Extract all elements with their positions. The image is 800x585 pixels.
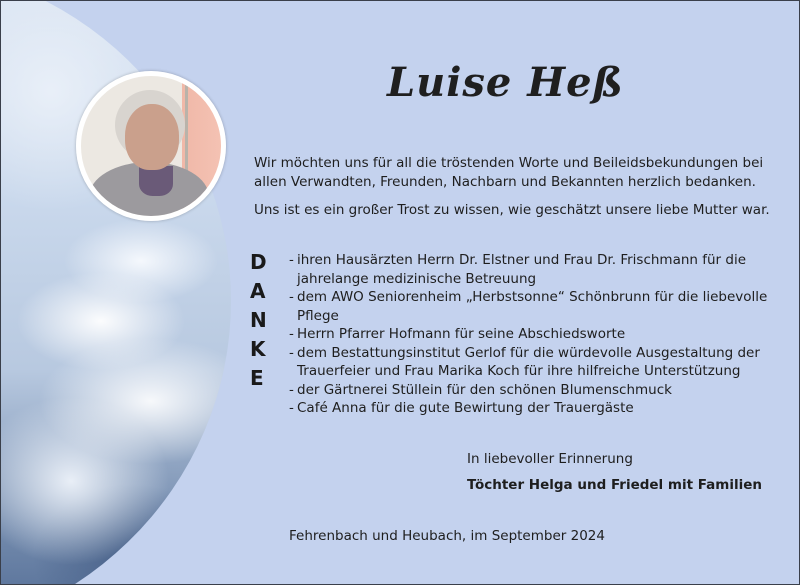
danke-letter: K bbox=[250, 337, 266, 361]
thanks-item bbox=[289, 251, 789, 288]
thanks-item-text: dem AWO Seniorenheim „Herbstsonne“ Schönbrunn für die liebevolle Pflege bbox=[297, 289, 768, 324]
deceased-name: Luise Heß bbox=[387, 59, 624, 106]
thanks-item bbox=[289, 344, 789, 381]
dash-mark: - bbox=[289, 252, 294, 268]
thanks-item-text: Café Anna für die gute Bewirtung der Trauergäste bbox=[297, 400, 634, 416]
intro-text: Wir möchten uns für all die tröstenden Worte und Beileidsbekundungen bei allen Verwandten, Freunden, Nachbarn und Bekannten herzlich bedanken. bbox=[254, 155, 764, 190]
thanks-item-text: dem Bestattungsinstitut Gerlof für die würdevolle Ausgestaltung der Trauerfeier und Frau Marika Koch für ihre hilfreiche Unterstützung bbox=[297, 344, 760, 379]
danke-letter: D bbox=[250, 250, 267, 274]
place-date: Fehrenbach und Heubach, im September 2024 bbox=[289, 528, 605, 544]
portrait-photo bbox=[76, 71, 226, 221]
danke-letter: E bbox=[250, 366, 264, 390]
dash-mark: - bbox=[289, 289, 294, 305]
statement-text: Uns ist es ein großer Trost zu wissen, wie geschätzt unsere liebe Mutter war. bbox=[254, 202, 770, 218]
thanks-item-text: ihren Hausärzten Herrn Dr. Elstner und Frau Dr. Frischmann für die jahrelange medizinische Betreuung bbox=[297, 252, 747, 287]
thanks-item bbox=[289, 325, 789, 344]
closing-line: In liebevoller Erinnerung bbox=[467, 451, 633, 467]
signers: Töchter Helga und Friedel mit Familien bbox=[467, 477, 762, 493]
thanks-item-text: Herrn Pfarrer Hofmann für seine Abschiedsworte bbox=[297, 326, 626, 342]
thanks-item bbox=[289, 288, 789, 325]
thanks-item-text: der Gärtnerei Stüllein für den schönen Blumenschmuck bbox=[297, 381, 672, 398]
dash-mark: - bbox=[289, 400, 294, 416]
dash-mark: - bbox=[289, 344, 294, 361]
danke-letter: N bbox=[250, 308, 267, 332]
thanks-list bbox=[289, 251, 789, 418]
danke-letters bbox=[250, 248, 267, 393]
thanks-item bbox=[289, 399, 789, 418]
dash-mark: - bbox=[289, 326, 294, 342]
dash-mark: - bbox=[289, 381, 294, 398]
thanks-item bbox=[289, 381, 789, 400]
danke-letter: A bbox=[250, 279, 266, 303]
